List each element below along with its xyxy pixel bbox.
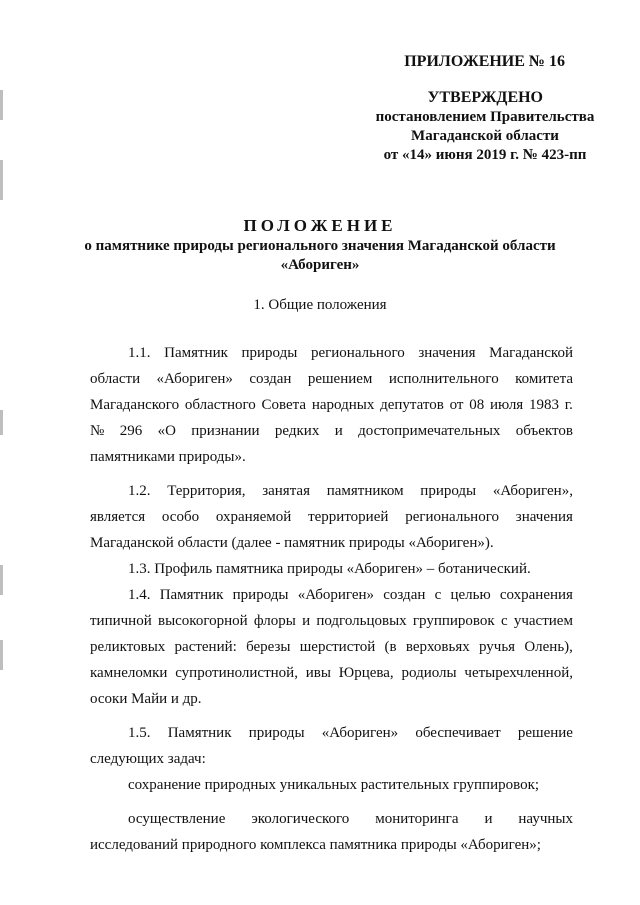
paragraph-line [90, 634, 573, 660]
word: области [90, 371, 141, 387]
word: с [434, 587, 442, 603]
word: целью [450, 587, 491, 603]
word: ивы [305, 665, 331, 681]
decree-line: от «14» июня 2019 г. № 423-пп [383, 147, 587, 163]
word: Памятник [159, 587, 224, 603]
decree-reference [370, 108, 600, 165]
paragraph-line: 1.3. Профиль памятника природы «Абориген» – ботанический. [128, 561, 531, 577]
word: значения [418, 345, 476, 361]
paragraph-line [90, 660, 573, 686]
word: занятая [262, 483, 310, 499]
word: Памятник [167, 725, 232, 741]
word: шерстистой [299, 639, 376, 655]
scan-edge-mark [0, 160, 3, 200]
word: 1.4. [128, 587, 151, 603]
word: областного [184, 397, 256, 413]
word: природы [420, 483, 477, 499]
word: флоры [253, 613, 296, 629]
word: регионального [405, 509, 499, 525]
word: осуществление [128, 811, 226, 827]
paragraph-line [90, 478, 573, 504]
word: Юрцева, [338, 665, 394, 681]
title-subtitle: «Абориген» [280, 257, 360, 273]
paragraph-line [90, 504, 573, 530]
word: березы [246, 639, 291, 655]
word: создан [383, 587, 426, 603]
word: достопримечательных [358, 423, 501, 439]
word: территорией [308, 509, 389, 525]
paragraph-line [90, 806, 573, 832]
decree-line: постановлением Правительства [375, 109, 595, 125]
document-title [60, 215, 580, 275]
word: народных [311, 397, 375, 413]
document-body [90, 340, 573, 858]
paragraph-line [90, 608, 573, 634]
word: Территория, [167, 483, 246, 499]
word: Совета [261, 397, 307, 413]
word: (в [384, 639, 397, 655]
word: и [334, 423, 343, 439]
decree-line: Магаданской области [411, 128, 559, 144]
paragraph-line: исследований природного комплекса памятника природы «Абориген»; [90, 837, 541, 853]
word: Олень), [524, 639, 573, 655]
word: природы [248, 725, 305, 741]
paragraph-line [90, 418, 573, 444]
section-heading: 1. Общие положения [253, 297, 387, 313]
scan-edge-mark [0, 640, 3, 670]
word: г. [564, 397, 573, 413]
word: 1.5. [128, 725, 151, 741]
scan-edge-mark [0, 565, 3, 595]
word: камнеломки [90, 665, 168, 681]
word: исполнительного [388, 371, 499, 387]
paragraph-line: сохранение природных уникальных растительных группировок; [128, 777, 540, 793]
paragraph-line [90, 392, 573, 418]
word: «Абориген» [321, 725, 399, 741]
word: «Абориген» [297, 587, 375, 603]
appendix-label: ПРИЛОЖЕНИЕ № 16 [404, 53, 565, 70]
word: 296 [119, 423, 143, 439]
word: редких [274, 423, 320, 439]
word: «Абориген» [156, 371, 233, 387]
word: верховьях [405, 639, 470, 655]
word: создан [249, 371, 292, 387]
paragraph-line: следующих задач: [90, 751, 206, 767]
word: Магаданского [90, 397, 180, 413]
paragraph-line: Магаданской области (далее - памятник природы «Абориген»). [90, 535, 494, 551]
paragraph-line [90, 366, 573, 392]
word: решение [517, 725, 573, 741]
title-subtitle: о памятнике природы регионального значения Магаданской области [84, 238, 556, 254]
word: типичной [90, 613, 152, 629]
word: природы [232, 587, 289, 603]
word: решением [307, 371, 373, 387]
word: Памятник [164, 345, 228, 361]
word: регионального [310, 345, 405, 361]
word: экологического [251, 811, 350, 827]
word: реликтовых [90, 639, 166, 655]
word: «Абориген», [492, 483, 573, 499]
word: особо [161, 509, 200, 525]
word: Магаданской [489, 345, 573, 361]
scan-edge-mark [0, 410, 3, 435]
word: четырехчленной, [464, 665, 573, 681]
title-main: ПОЛОЖЕНИЕ [243, 216, 397, 235]
word: с [500, 613, 508, 629]
word: высокогорной [157, 613, 248, 629]
word: 1.2. [128, 483, 151, 499]
paragraph-line: памятниками природы». [90, 449, 246, 465]
word: растений: [174, 639, 237, 655]
paragraph-line [90, 340, 573, 366]
word: 1.1. [128, 345, 151, 361]
word: депутатов [380, 397, 444, 413]
word: охраняемой [215, 509, 292, 525]
word: природы [241, 345, 298, 361]
word: мониторинга [375, 811, 459, 827]
word: 1983 [528, 397, 559, 413]
word: сохранения [499, 587, 573, 603]
word: объектов [515, 423, 573, 439]
word: ручья [478, 639, 516, 655]
scan-edge-mark [0, 90, 3, 120]
word: от [449, 397, 464, 413]
word: подгольцовых [316, 613, 407, 629]
word: комитета [515, 371, 573, 387]
word: признании [191, 423, 260, 439]
word: родиолы [401, 665, 457, 681]
paragraph-line [90, 720, 573, 746]
word: 08 [469, 397, 485, 413]
word: июля [489, 397, 524, 413]
word: «О [157, 423, 176, 439]
word: супротинолистной, [175, 665, 298, 681]
word: участием [513, 613, 573, 629]
word: значения [515, 509, 573, 525]
word: памятником [326, 483, 404, 499]
word: является [90, 509, 146, 525]
paragraph-line [90, 582, 573, 608]
word: и [302, 613, 311, 629]
word: обеспечивает [415, 725, 501, 741]
word: и [484, 811, 493, 827]
word: № [90, 423, 105, 439]
word: научных [518, 811, 573, 827]
word: группировок [412, 613, 495, 629]
approved-label: УТВЕРЖДЕНО [427, 89, 543, 106]
paragraph-line: осоки Майи и др. [90, 691, 202, 707]
